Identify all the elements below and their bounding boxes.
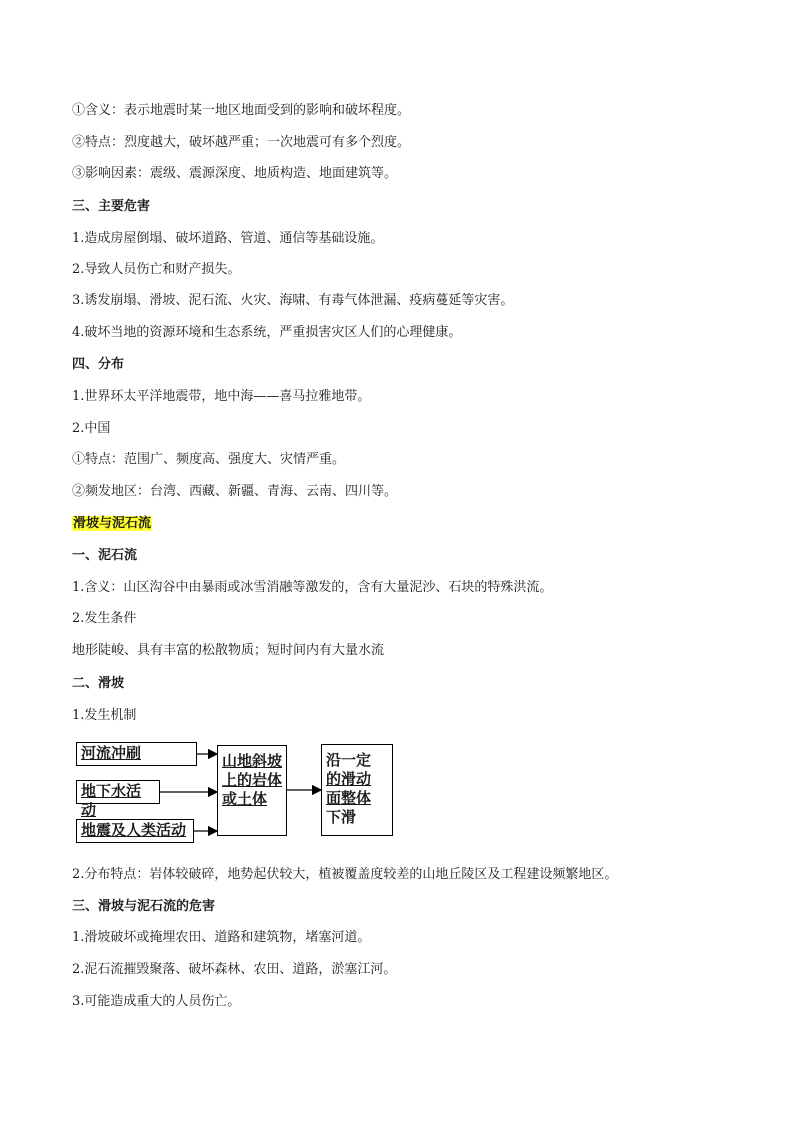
text-line: 4.破坏当地的资源环境和生态系统，严重损害灾区人们的心理健康。 — [72, 325, 462, 340]
text-line: 2.分布特点：岩体较破碎，地势起伏较大，植被覆盖度较差的山地丘陵区及工程建设频繁地区。 — [72, 867, 618, 882]
box-label: 沿一定 — [326, 751, 372, 769]
cause-label: 地震及人类活动 — [81, 821, 187, 839]
cause-box-groundwater — [76, 780, 160, 819]
section-heading: 二、滑坡 — [72, 676, 125, 691]
text-line: ①特点：范围广、频度高、强度大、灾情严重。 — [72, 452, 346, 467]
text-line: 2.导致人员伤亡和财产损失。 — [72, 262, 241, 277]
cause-box-river — [76, 742, 197, 766]
slope-rock-box — [217, 745, 287, 836]
box-label: 面整体 — [326, 789, 372, 807]
text-line: 1.造成房屋倒塌、破坏道路、管道、通信等基础设施。 — [72, 231, 384, 246]
text-line: 1.发生机制 — [72, 708, 137, 723]
text-line: 2.泥石流摧毁聚落、破坏森林、农田、道路，淤塞江河。 — [72, 962, 397, 977]
topic-title — [72, 515, 152, 533]
text-line: 地形陡峻、具有丰富的松散物质；短时间内有大量水流 — [72, 643, 385, 658]
text-line: 2.发生条件 — [72, 611, 137, 626]
text-line: 1.世界环太平洋地震带，地中海——喜马拉雅地带。 — [72, 389, 371, 404]
text-line: ③影响因素：震级、震源深度、地质构造、地面建筑等。 — [72, 166, 398, 181]
box-label: 下滑 — [326, 808, 357, 826]
box-label: 或土体 — [222, 790, 268, 808]
box-label: 的滑动 — [326, 770, 372, 788]
text-line: 2.中国 — [72, 421, 111, 436]
box-label: 山地斜坡 — [222, 752, 283, 770]
text-line: 1.含义：山区沟谷中由暴雨或冰雪消融等激发的，含有大量泥沙、石块的特殊洪流。 — [72, 580, 553, 595]
section-heading: 四、分布 — [72, 357, 125, 372]
slide-result-box — [321, 744, 393, 836]
text-line: ②频发地区：台湾、西藏、新疆、青海、云南、四川等。 — [72, 484, 398, 499]
highlighted-title: 滑坡与泥石流 — [73, 516, 152, 531]
section-heading: 三、滑坡与泥石流的危害 — [72, 899, 216, 914]
box-label: 上的岩体 — [222, 771, 283, 789]
cause-label: 河流冲刷 — [81, 744, 142, 762]
section-heading: 三、主要危害 — [72, 199, 151, 214]
text-line: 1.滑坡破坏或掩埋农田、道路和建筑物，堵塞河道。 — [72, 930, 371, 945]
text-line: 3.可能造成重大的人员伤亡。 — [72, 994, 241, 1009]
text-line: ①含义：表示地震时某一地区地面受到的影响和破坏程度。 — [72, 103, 411, 118]
cause-box-earthquake — [76, 819, 194, 843]
cause-label: 地下水活动 — [81, 782, 142, 819]
text-line: 3.诱发崩塌、滑坡、泥石流、火灾、海啸、有毒气体泄漏、疫病蔓延等灾害。 — [72, 293, 514, 308]
section-heading: 一、泥石流 — [72, 548, 138, 563]
text-line: ②特点：烈度越大，破坏越严重；一次地震可有多个烈度。 — [72, 135, 411, 150]
